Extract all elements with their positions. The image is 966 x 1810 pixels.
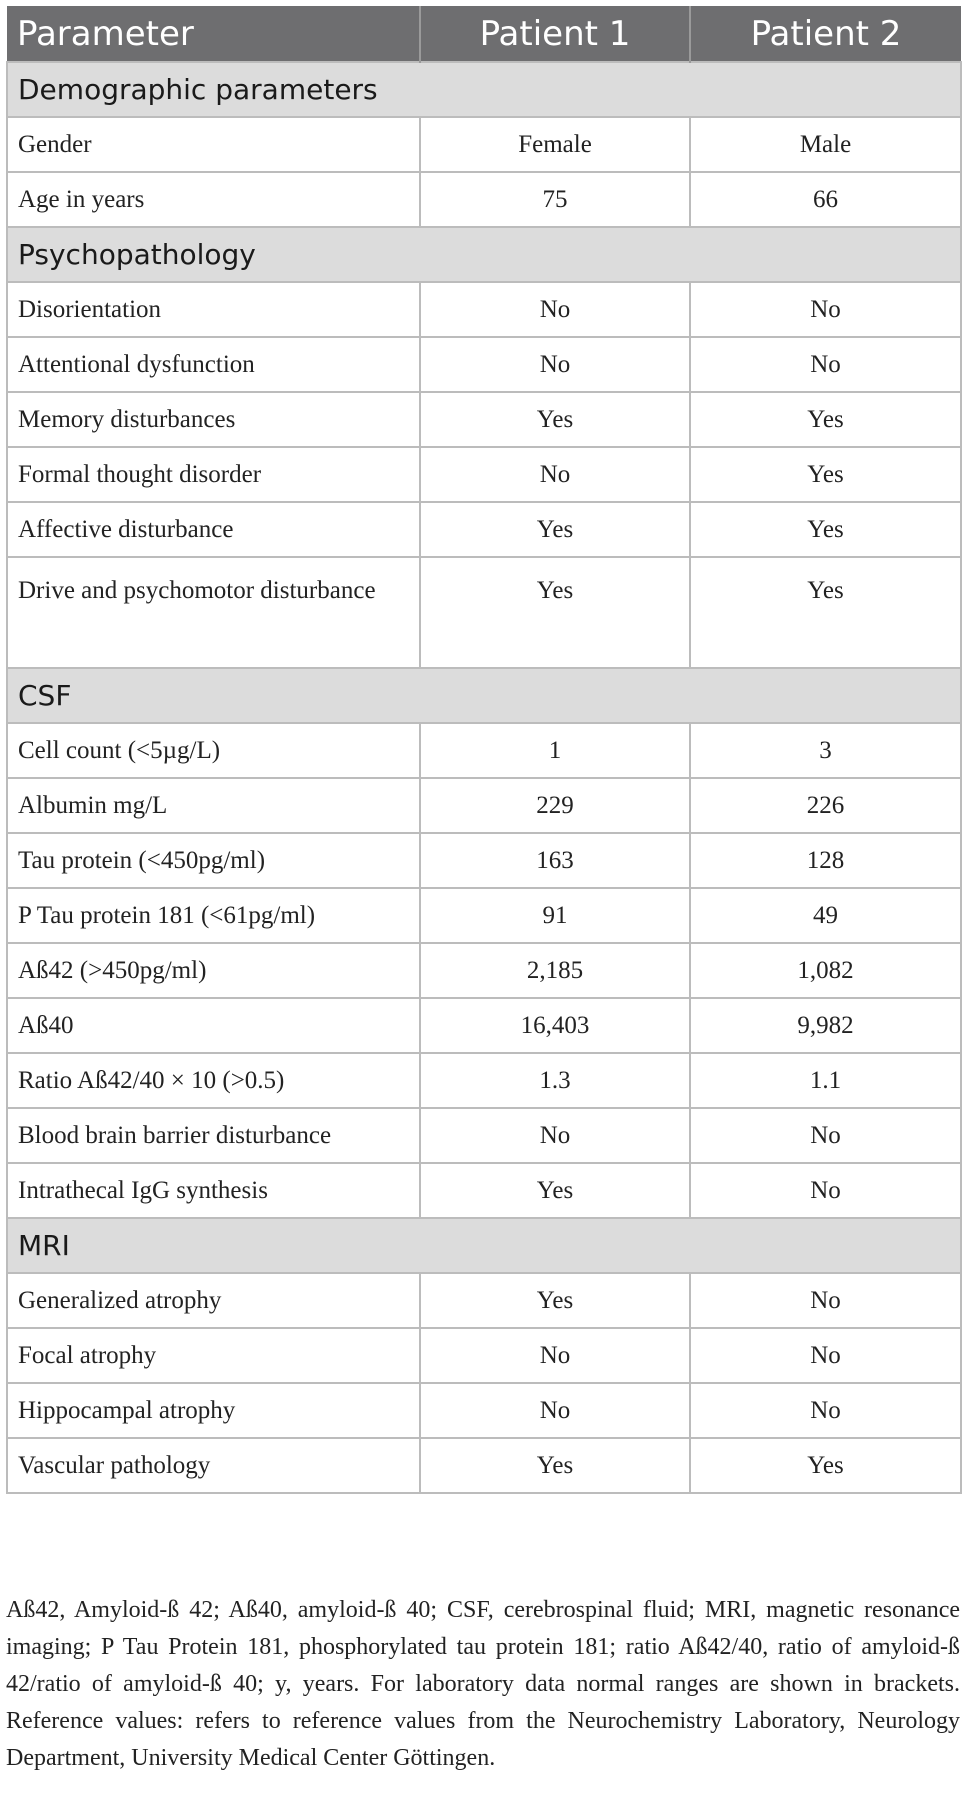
row-label: Age in years [7,172,420,227]
row-label: Formal thought disorder [7,447,420,502]
patient-2-value: 49 [690,888,961,943]
patient-1-value: 75 [420,172,690,227]
row-label: Ratio Aß42/40 × 10 (>0.5) [7,1053,420,1108]
patient-2-value: No [690,337,961,392]
patient-2-value: Yes [690,1438,961,1493]
patient-2-value: No [690,1163,961,1218]
row-label: Generalized atrophy [7,1273,420,1328]
table-row [7,998,961,1053]
row-label: Blood brain barrier disturbance [7,1108,420,1163]
patient-1-value: No [420,1328,690,1383]
patient-1-value: No [420,447,690,502]
patient-1-value: Yes [420,557,690,668]
table-row [7,888,961,943]
header-parameter: Parameter [7,6,420,62]
header-patient-2: Patient 2 [690,6,961,62]
row-label: Affective disturbance [7,502,420,557]
table-row [7,1328,961,1383]
patient-2-value: Yes [690,557,961,668]
row-label: Hippocampal atrophy [7,1383,420,1438]
table-row [7,337,961,392]
table-row [7,778,961,833]
patient-1-value: No [420,337,690,392]
patient-2-value: No [690,1108,961,1163]
section-csf: CSF [7,668,961,723]
row-label: Aß42 (>450pg/ml) [7,943,420,998]
table-row [7,392,961,447]
table-row [7,723,961,778]
section-row [7,62,961,117]
patient-1-value: Female [420,117,690,172]
patient-2-value: Yes [690,392,961,447]
table-row [7,1053,961,1108]
patient-2-value: 1,082 [690,943,961,998]
table-row [7,557,961,668]
header-row [7,6,961,62]
patient-1-value: Yes [420,1438,690,1493]
patient-1-value: 16,403 [420,998,690,1053]
header-patient-1: Patient 1 [420,6,690,62]
patient-1-value: Yes [420,1273,690,1328]
patient-1-value: 1 [420,723,690,778]
patient-2-value: No [690,1273,961,1328]
row-label: Memory disturbances [7,392,420,447]
row-label: Intrathecal IgG synthesis [7,1163,420,1218]
table-row [7,172,961,227]
table-row [7,282,961,337]
patient-2-value: No [690,282,961,337]
table-row [7,1383,961,1438]
patient-1-value: 91 [420,888,690,943]
table-row [7,1108,961,1163]
patient-1-value: No [420,1108,690,1163]
patient-2-value: Male [690,117,961,172]
patient-1-value: 1.3 [420,1053,690,1108]
section-row [7,668,961,723]
patient-2-value: Yes [690,447,961,502]
patient-2-value: No [690,1328,961,1383]
patient-2-value: 128 [690,833,961,888]
table-row [7,1163,961,1218]
row-label: P Tau protein 181 (<61pg/ml) [7,888,420,943]
patient-1-value: Yes [420,502,690,557]
row-label: Disorientation [7,282,420,337]
patient-1-value: No [420,1383,690,1438]
table-row [7,502,961,557]
patient-1-value: 229 [420,778,690,833]
patient-1-value: Yes [420,392,690,447]
patient-2-value: 9,982 [690,998,961,1053]
patient-comparison-table [6,6,962,1494]
table-row [7,833,961,888]
patient-1-value: 2,185 [420,943,690,998]
row-label: Cell count (<5µg/L) [7,723,420,778]
table-row [7,117,961,172]
table-row [7,1273,961,1328]
patient-2-value: Yes [690,502,961,557]
section-row [7,227,961,282]
patient-1-value: Yes [420,1163,690,1218]
table-row [7,447,961,502]
section-row [7,1218,961,1273]
section-psychopathology: Psychopathology [7,227,961,282]
row-label: Drive and psychomotor disturbance [7,557,420,668]
row-label: Tau protein (<450pg/ml) [7,833,420,888]
row-label: Albumin mg/L [7,778,420,833]
row-label: Focal atrophy [7,1328,420,1383]
table-row [7,1438,961,1493]
table-row [7,943,961,998]
patient-2-value: 66 [690,172,961,227]
patient-1-value: 163 [420,833,690,888]
table-footnote: Aß42, Amyloid-ß 42; Aß40, amyloid-ß 40; CSF, cerebrospinal fluid; MRI, magnetic resonance imaging; P Tau Protein 181, phosphorylated tau protein 181; ratio Aß42/40, ratio of amyloid-ß 42/ratio of amyloid-ß 40; y, years. For laboratory data normal ranges are shown in brackets. Reference values: refers to reference values from the Neurochemistry Laboratory, Neurology Department, University Medical Center Göttingen. [6,1597,960,1771]
row-label: Gender [7,117,420,172]
patient-2-value: No [690,1383,961,1438]
row-label: Vascular pathology [7,1438,420,1493]
section-mri: MRI [7,1218,961,1273]
patient-2-value: 226 [690,778,961,833]
patient-2-value: 3 [690,723,961,778]
patient-2-value: 1.1 [690,1053,961,1108]
section-demographic: Demographic parameters [7,62,961,117]
row-label: Aß40 [7,998,420,1053]
table-container [6,6,960,1494]
row-label: Attentional dysfunction [7,337,420,392]
patient-1-value: No [420,282,690,337]
